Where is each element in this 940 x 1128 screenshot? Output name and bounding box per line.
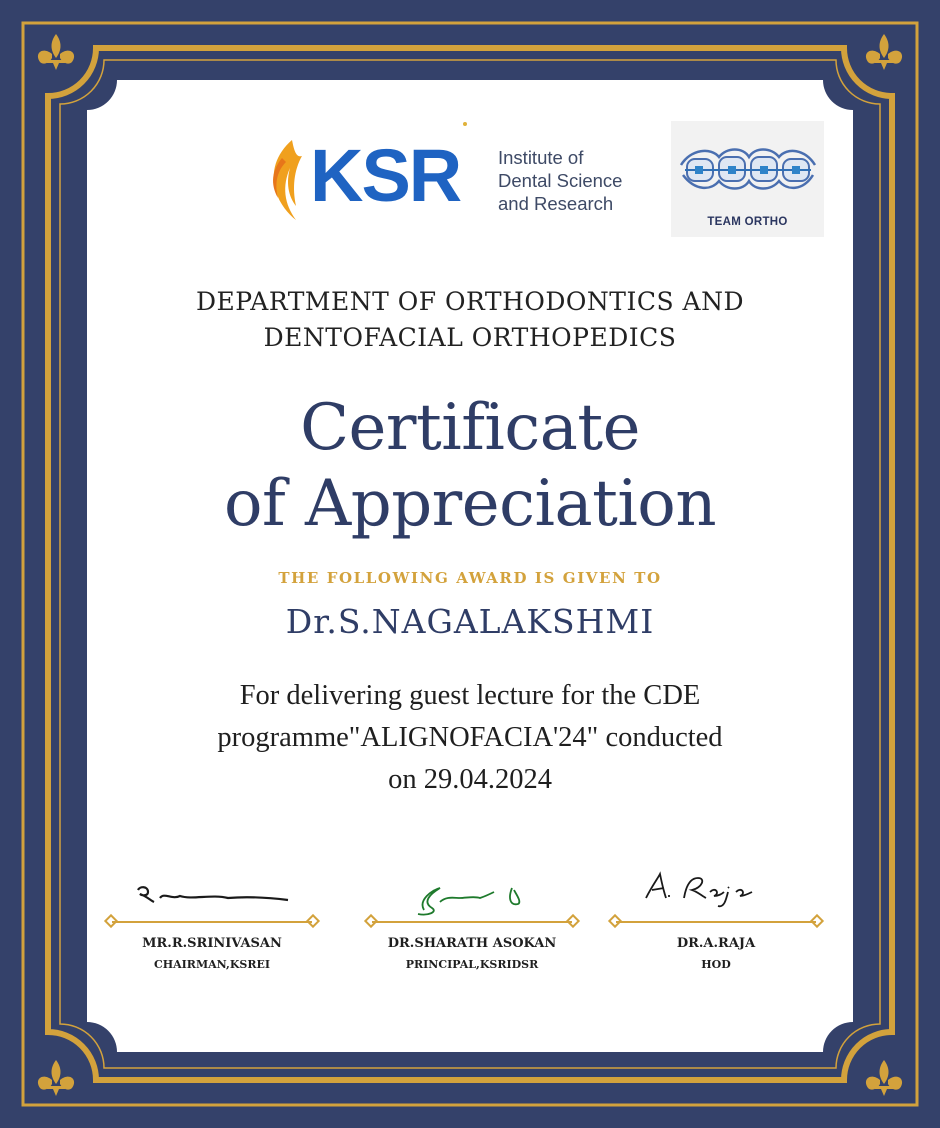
signatory-role: CHAIRMAN,KSREI (153, 958, 271, 971)
team-ortho-logo (671, 121, 824, 237)
department-line: DENTOFACIAL ORTHOPEDICS (263, 323, 677, 352)
body-line: on 29.04.2024 (388, 764, 552, 795)
certificate-body (90, 675, 850, 801)
signatory-name: MR.R.SRINIVASAN (142, 936, 282, 951)
signature-icon (102, 880, 322, 930)
logo-text: KSR (310, 134, 461, 217)
institute-line: and Research (498, 193, 614, 214)
signatory-name: DR.SHARATH ASOKAN (387, 936, 557, 951)
institute-line: Dental Science (498, 170, 623, 191)
institute-logo (262, 134, 682, 224)
signature-icon (362, 880, 582, 930)
certificate-title (90, 390, 850, 542)
department-heading (90, 284, 850, 356)
title-line: of Appreciation (223, 467, 717, 541)
award-line: THE FOLLOWING AWARD IS GIVEN TO (278, 569, 662, 587)
institute-name (498, 146, 622, 215)
signatory-role: PRINCIPAL,KSRIDSR (405, 958, 539, 971)
logo-spark (463, 122, 467, 126)
institute-line: Institute of (498, 147, 584, 168)
title-line: Certificate (300, 391, 640, 465)
department-line: DEPARTMENT OF ORTHODONTICS AND (195, 287, 745, 316)
signatory-role: HOD (701, 958, 731, 971)
recipient-name: Dr.S.NAGALAKSHMI (285, 602, 655, 641)
body-line: programme"ALIGNOFACIA'24" conducted (217, 722, 723, 753)
torch-flame-icon (262, 138, 306, 222)
braces-icon (671, 121, 824, 211)
signatory-principal (362, 880, 582, 980)
signature-icon (606, 870, 826, 930)
body-line: For delivering guest lecture for the CDE (239, 680, 701, 711)
signatory-hod (606, 870, 826, 980)
signatory-name: DR.A.RAJA (676, 936, 756, 951)
team-ortho-label: TEAM ORTHO (707, 216, 788, 228)
signatory-chairman (102, 880, 322, 980)
